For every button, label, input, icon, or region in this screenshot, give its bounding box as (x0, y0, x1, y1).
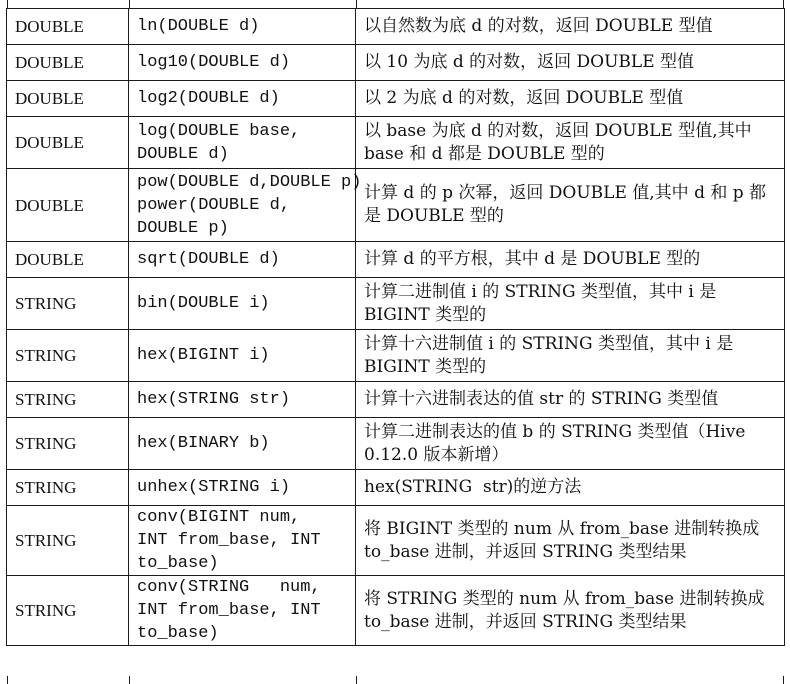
return-type-cell: STRING (7, 382, 129, 418)
function-signature-line: log10(DOUBLE d) (137, 53, 291, 72)
description-line: BIGINT 类型的 (364, 356, 487, 377)
table-row (7, 330, 785, 382)
function-signature-cell (129, 81, 356, 117)
table-top-edge (129, 0, 130, 8)
function-signature-cell (129, 9, 356, 45)
table-row (7, 169, 785, 242)
description-line: 将 BIGINT 类型的 num 从 from_base 进制转换成 (364, 518, 760, 539)
table-row (7, 9, 785, 45)
table-row (7, 117, 785, 169)
return-type-cell: DOUBLE (7, 81, 129, 117)
description-line: 以 10 为底 d 的对数，返回 DOUBLE 型值 (364, 52, 695, 72)
function-signature-line: to_base) (137, 554, 219, 573)
function-signature-line: hex(STRING str) (137, 390, 291, 409)
description-cell (356, 117, 785, 169)
return-type-cell: STRING (7, 418, 129, 470)
table-row (7, 382, 785, 418)
description-cell (356, 81, 785, 117)
description-line: 0.12.0 版本新增） (364, 444, 509, 465)
description-line: 计算十六进制值 i 的 STRING 类型值，其中 i 是 (364, 333, 734, 354)
table-body (7, 9, 785, 646)
description-line: 以 2 为底 d 的对数，返回 DOUBLE 型值 (364, 88, 684, 108)
description-cell (356, 470, 785, 506)
description-line: to_base 进制，并返回 STRING 类型结果 (364, 611, 687, 632)
return-type-cell: STRING (7, 278, 129, 330)
description-cell (356, 9, 785, 45)
description-cell (356, 330, 785, 382)
function-signature-line: sqrt(DOUBLE d) (137, 250, 280, 269)
table-row (7, 242, 785, 278)
function-signature-line: power(DOUBLE d, (137, 195, 291, 215)
function-signature-line: INT from_base, INT (137, 531, 321, 550)
table-row (7, 506, 785, 576)
function-signature-cell (129, 242, 356, 278)
function-signature-cell (129, 470, 356, 506)
function-signature-line: hex(BINARY b) (137, 434, 270, 453)
description-line: 是 DOUBLE 型的 (364, 206, 504, 226)
function-signature-cell (129, 169, 362, 242)
table-bottom-edge (356, 676, 357, 684)
description-cell (356, 506, 785, 576)
function-signature-line: bin(DOUBLE i) (137, 294, 270, 313)
table-bottom-edge (7, 676, 8, 684)
description-cell (356, 45, 785, 81)
function-signature-cell (129, 45, 356, 81)
return-type-cell: DOUBLE (7, 169, 129, 242)
table-row (7, 418, 785, 470)
function-signature-line: conv(BIGINT num, (137, 508, 301, 527)
return-type-cell: DOUBLE (7, 242, 129, 278)
description-line: 计算 d 的 p 次幂，返回 DOUBLE 值,其中 d 和 p 都 (364, 183, 767, 203)
description-cell (356, 576, 785, 646)
function-signature-cell (129, 330, 356, 382)
function-signature-line: conv(STRING num, (137, 578, 321, 597)
function-signature-line: log(DOUBLE base, (137, 121, 301, 141)
function-signature-cell (129, 117, 356, 169)
description-line: hex(STRING str)的逆方法 (364, 477, 582, 497)
function-signature-cell (129, 576, 356, 646)
table-row (7, 576, 785, 646)
return-type-cell: DOUBLE (7, 117, 129, 169)
description-line: 将 STRING 类型的 num 从 from_base 进制转换成 (364, 588, 765, 609)
function-signature-cell (129, 278, 356, 330)
table-row (7, 81, 785, 117)
description-line: 计算十六进制表达的值 str 的 STRING 类型值 (364, 389, 719, 409)
table-row (7, 470, 785, 506)
description-cell (356, 242, 785, 278)
table-top-edge (783, 0, 784, 8)
table-top-edge (7, 0, 8, 8)
description-cell (356, 382, 785, 418)
function-signature-cell (129, 418, 356, 470)
function-signature-cell (129, 382, 356, 418)
table-row (7, 278, 785, 330)
function-signature-line: unhex(STRING i) (137, 478, 291, 497)
description-line: base 和 d 都是 DOUBLE 型的 (364, 143, 605, 164)
return-type-cell: DOUBLE (7, 45, 129, 81)
description-line: to_base 进制，并返回 STRING 类型结果 (364, 541, 687, 562)
table-top-edge (356, 0, 357, 8)
table-bottom-edge (129, 676, 130, 684)
table-row (7, 45, 785, 81)
math-functions-table (6, 8, 785, 646)
description-line: 计算二进制表达的值 b 的 STRING 类型值（Hive (364, 421, 746, 442)
description-line: 计算 d 的平方根，其中 d 是 DOUBLE 型的 (364, 249, 701, 269)
function-signature-line: log2(DOUBLE d) (137, 89, 280, 108)
function-signature-line: pow(DOUBLE d,DOUBLE p) (137, 172, 362, 192)
description-cell (356, 418, 785, 470)
return-type-cell: STRING (7, 330, 129, 382)
description-cell (356, 278, 785, 330)
function-signature-line: ln(DOUBLE d) (137, 17, 260, 36)
table-bottom-edge (783, 676, 784, 684)
description-line: 计算二进制值 i 的 STRING 类型值，其中 i 是 (364, 281, 717, 302)
description-line: BIGINT 类型的 (364, 304, 487, 325)
description-line: 以 base 为底 d 的对数，返回 DOUBLE 型值,其中 (364, 120, 752, 141)
function-signature-cell (129, 506, 356, 576)
return-type-cell: STRING (7, 506, 129, 576)
function-signature-line: DOUBLE p) (137, 218, 229, 238)
function-signature-line: hex(BIGINT i) (137, 346, 270, 365)
return-type-cell: STRING (7, 576, 129, 646)
description-line: 以自然数为底 d 的对数，返回 DOUBLE 型值 (364, 16, 713, 36)
function-signature-line: DOUBLE d) (137, 144, 229, 164)
function-signature-line: INT from_base, INT (137, 601, 321, 620)
return-type-cell: DOUBLE (7, 9, 129, 45)
function-signature-line: to_base) (137, 624, 219, 643)
description-cell (356, 169, 785, 242)
return-type-cell: STRING (7, 470, 129, 506)
